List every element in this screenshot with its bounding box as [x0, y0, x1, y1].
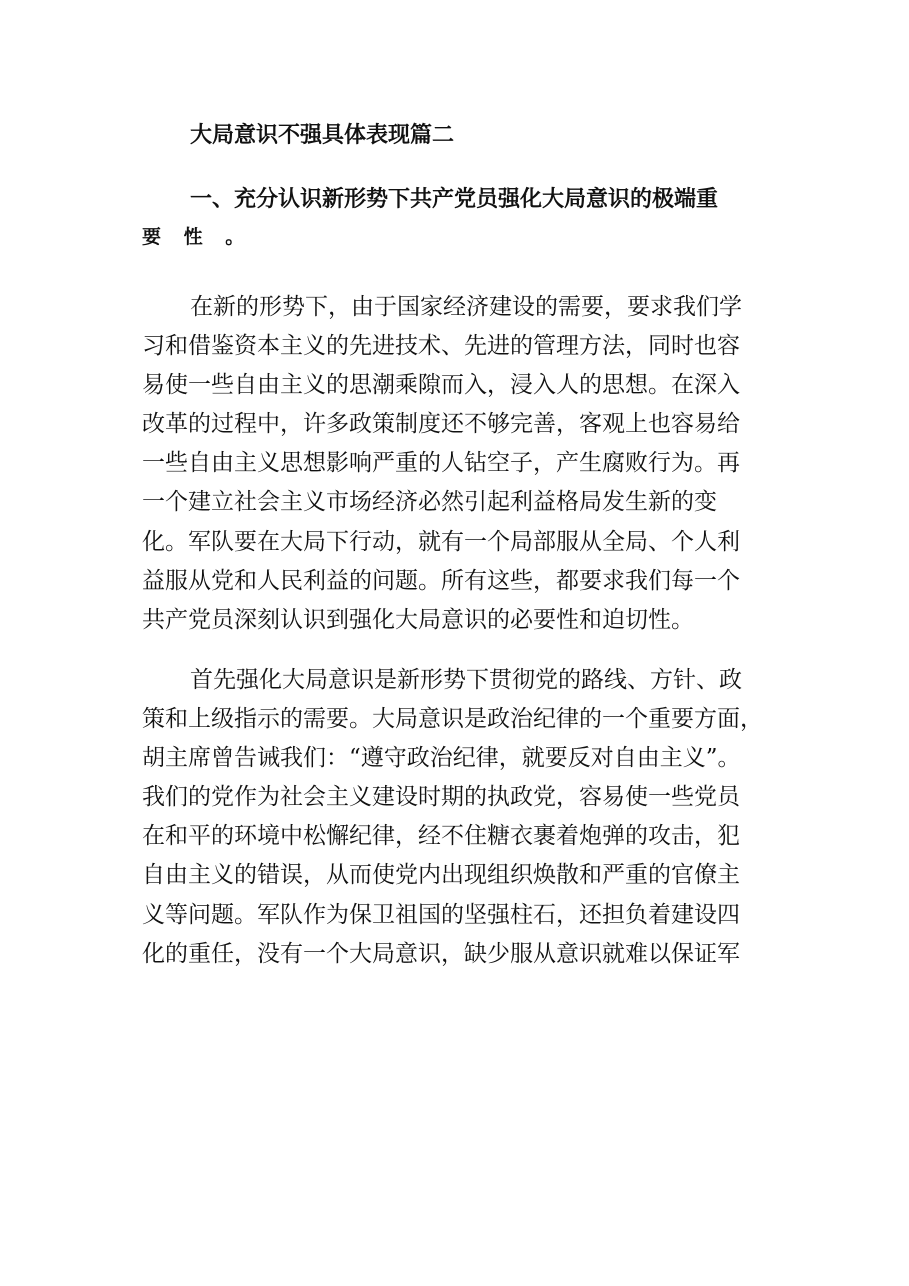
paragraph-line: 益服从党和人民利益的问题。所有这些，都要求我们每一个 — [142, 567, 740, 594]
paragraph-line: 在新的形势下，由于国家经济建设的需要，要求我们学 — [190, 294, 742, 320]
paragraph-line: 一个建立社会主义市场经济必然引起利益格局发生新的变 — [142, 489, 717, 516]
paragraph-line: 易使一些自由主义的思潮乘隙而入，浸入人的思想。在深入 — [142, 372, 740, 399]
paragraph-line: 我们的党作为社会主义建设时期的执政党，容易使一些党员 — [142, 784, 740, 811]
paragraph-line: 习和借鉴资本主义的先进技术、先进的管理方法，同时也容 — [142, 333, 740, 360]
paragraph-line: 在和平的环境中松懈纪律，经不住糖衣裹着炮弹的攻击，犯 — [142, 823, 740, 850]
paragraph-line: 化的重任，没有一个大局意识，缺少服从意识就难以保证军 — [142, 940, 740, 967]
paragraph-line: 义等问题。军队作为保卫祖国的坚强柱石，还担负着建设四 — [142, 901, 740, 928]
paragraph-line: 一些自由主义思想影响严重的人钻空子，产生腐败行为。再 — [142, 450, 740, 477]
document-title: 大局意识不强具体表现篇二 — [190, 123, 455, 148]
paragraph-line: 自由主义的错误，从而使党内出现组织焕散和严重的官僚主 — [142, 862, 740, 889]
paragraph-1 — [142, 288, 782, 640]
paragraph-line: 共产党员深刻认识到强化大局意识的必要性和迫切性。 — [142, 606, 694, 633]
paragraph-line: 胡主席曾告诫我们：“遵守政治纪律，就要反对自由主义”。 — [142, 745, 741, 772]
paragraph-line: 首先强化大局意识是新形势下贯彻党的路线、方针、政 — [190, 667, 742, 693]
section-heading-line: 一、充分认识新形势下共产党员强化大局意识的极端重 — [190, 187, 719, 212]
paragraph-line: 改革的过程中，许多政策制度还不够完善，客观上也容易给 — [142, 411, 740, 438]
paragraph-2 — [142, 661, 782, 974]
section-heading-line: 要 性 。 — [142, 226, 253, 248]
paragraph-line: 化。军队要在大局下行动，就有一个局部服从全局、个人利 — [142, 528, 740, 555]
paragraph-line: 策和上级指示的需要。大局意识是政治纪律的一个重要方面， — [142, 706, 763, 733]
section-heading — [142, 180, 777, 254]
